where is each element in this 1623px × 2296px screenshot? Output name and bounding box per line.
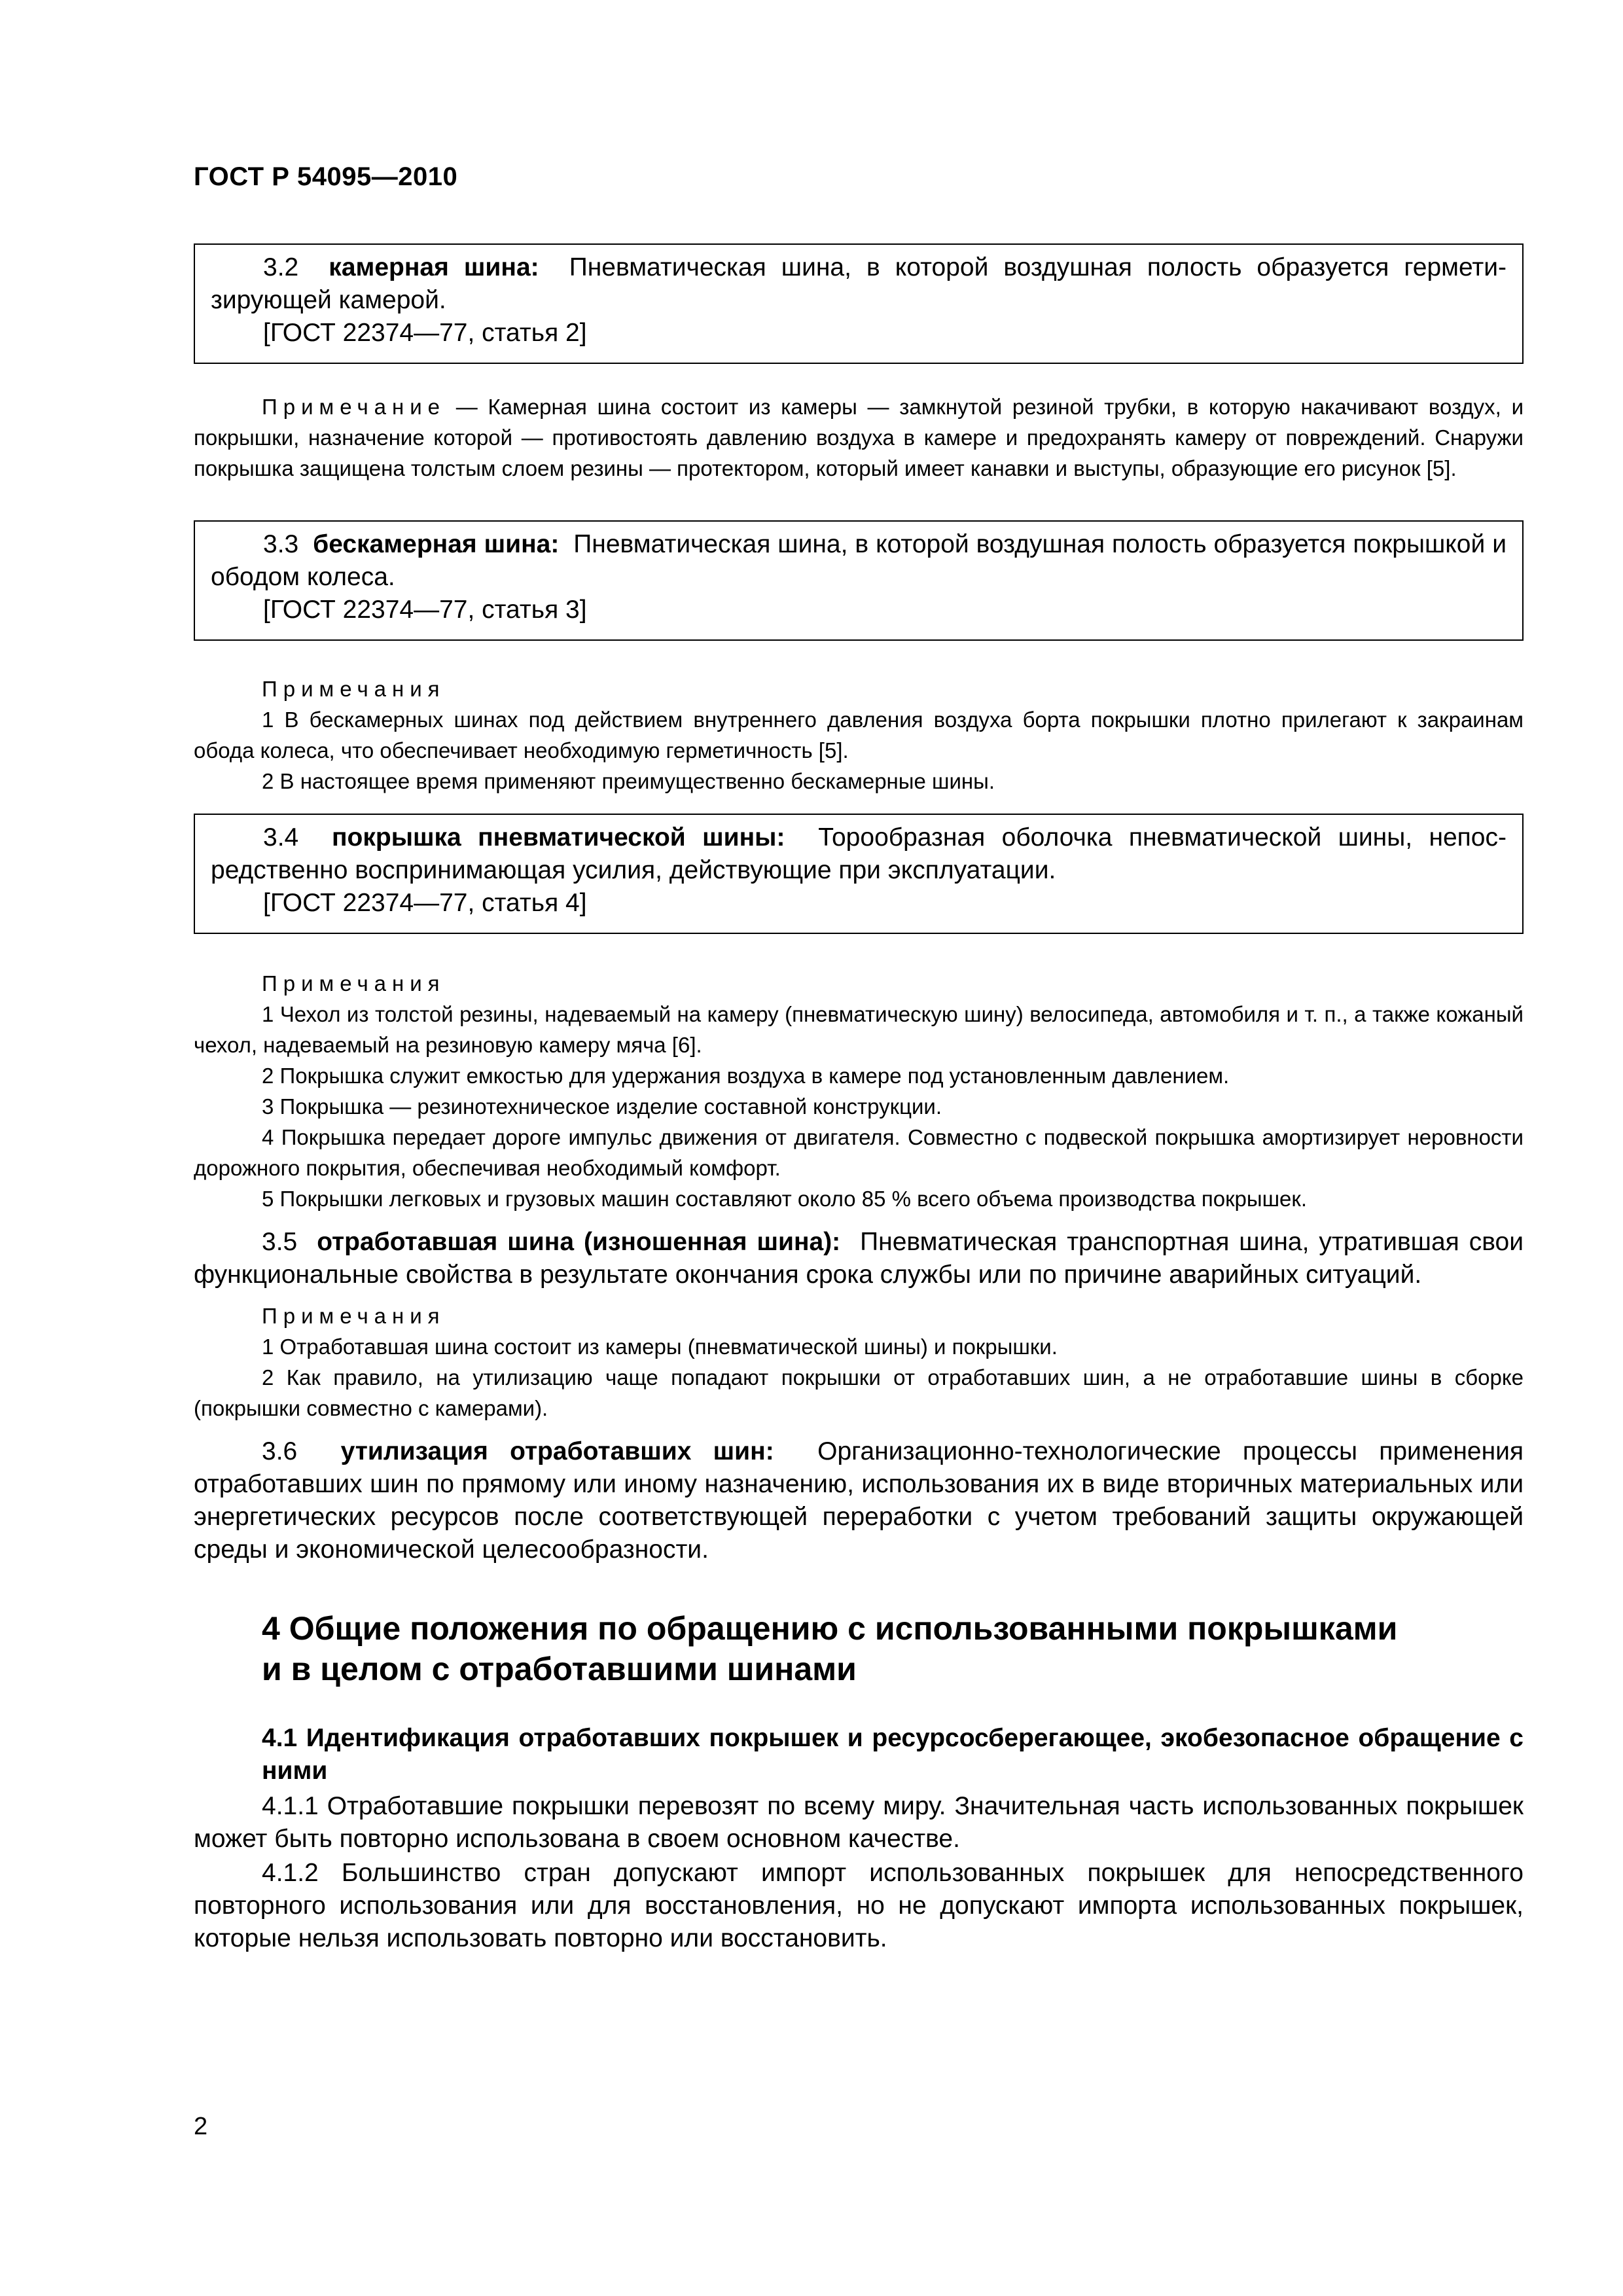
note-label: Примечание [262, 395, 446, 419]
term-definition-text: Пневматическая шина, в которой воздушная полость образуется покрышкой и ободом колеса. [211, 530, 1507, 591]
term-box-3-2 [194, 243, 1524, 364]
paragraph-4-1-1: 4.1.1 Отработавшие покрышки перевозят по всему миру. Значительная часть использованных покрышек может быть повторно использована в своем основном качестве. [194, 1792, 1524, 1853]
note-item: 1 Чехол из толстой резины, надеваемый на камеру (пневматическую шину) велосипеда, автомобиля и т. п., а также кожаный чехол, надеваемый на резиновую камеру мяча [6]. [194, 1002, 1524, 1057]
term-3-6 [194, 1435, 1524, 1566]
term-definition [211, 821, 1507, 887]
term-name: покрышка пневматической шины: [331, 823, 785, 852]
term-number: 3.6 [262, 1437, 298, 1465]
notes-heading: Примечания [262, 1304, 446, 1328]
page-number: 2 [194, 2113, 208, 2140]
note-item: 3 Покрышка — резинотехническое изделие составной конструкции. [262, 1094, 942, 1119]
term-definition-text: Торообразная оболочка пневматической шины, непосредственно воспринимающая усилия, действующие при эксплуатации. [211, 823, 1507, 884]
section-4-heading [194, 1608, 1524, 1689]
term-reference: [ГОСТ 22374—77, статья 2] [263, 319, 587, 347]
note-item: 5 Покрышки легковых и грузовых машин составляют около 85 % всего объема производства покрышек. [262, 1187, 1308, 1211]
term-name: утилизация отработавших шин: [340, 1437, 774, 1465]
term-number: 3.3 [263, 530, 299, 558]
term-name: бескамерная шина: [313, 530, 560, 558]
term-name: камерная шина: [329, 253, 539, 281]
term-definition-text: Пневматическая транспортная шина, утратившая свои функциональные свойства в результате окончания срока службы или по причине аварийных ситуаций. [194, 1228, 1524, 1289]
document-code: ГОСТ Р 54095—2010 [194, 162, 458, 191]
document-body [194, 243, 1524, 1955]
note-item: 1 Отработавшая шина состоит из камеры (пневматической шины) и покрышки. [262, 1335, 1058, 1359]
term-name: отработавшая шина (изношенная шина): [317, 1228, 841, 1256]
term-number: 3.2 [263, 253, 299, 281]
term-definition-text: Пневматическая шина, в которой воздушная полость образуется герметизирующей камерой. [211, 253, 1507, 314]
note-item: 2 Покрышка служит емкостью для удержания воздуха в камере под установленным давлением. [262, 1064, 1230, 1088]
note-item: 2 Как правило, на утилизацию чаще попадают покрышки от отработавших шин, а не отработавшие шины в сборке (покрышки совместно с камерами). [194, 1365, 1524, 1420]
paragraph-4-1-2: 4.1.2 Большинство стран допускают импорт использованных покрышек для непосредственного повторного использования или для восстановления, но не допускают импорта использованных покрышек, которые нельзя использовать повторно или восстановить. [194, 1859, 1524, 1952]
term-reference: [ГОСТ 22374—77, статья 3] [263, 596, 587, 624]
term-number: 3.4 [263, 823, 299, 852]
note-3-2: Примечание — Камерная шина состоит из камеры — замкнутой резиной трубки, в которую накачивают воздух, и покрышки, назначение которой — противостоять давлению воздуха в камере и предохранять камеру от повреждений. Снаружи покрышка защищена толстым слоем резины — протектором, который имеет канавки и выступы, образующие его рисунок [5]. [194, 395, 1524, 480]
term-box-3-4 [194, 814, 1524, 934]
note-item: 1 В бескамерных шинах под действием внутреннего давления воздуха борта покрышки плотно прилегают к закраинам обода колеса, что обеспечивает необходимую герметичность [5]. [194, 708, 1524, 762]
term-number: 3.5 [262, 1228, 298, 1256]
term-definition [211, 528, 1507, 594]
section-4-1-heading: 4.1 Идентификация отработавших покрышек и ресурсосберегающее, экобезопасное обращение с ними [262, 1724, 1524, 1785]
note-text: Камерная шина состоит из камеры — замкнутой резиной трубки, в которую накачивают воздух, и покрышки, назначение которой — противостоять давлению воздуха в камере и предохранять камеру от повреждений. Снаружи покрышка защищена толстым слоем резины — протектором, который имеет канавки и выступы, образующие его рисунок [5]. [194, 395, 1524, 480]
term-definition-text: Организационно-технологические процессы применения отработавших шин по прямому или иному назначению, использования их в виде вторичных материальных или энергетических ресурсов после соответствующей переработки с учетом требований защиты окружающей среды и экономической целесообразности. [194, 1437, 1524, 1564]
term-box-3-3 [194, 520, 1524, 641]
note-item: 4 Покрышка передает дороге импульс движения от двигателя. Совместно с подвеской покрышка амортизирует неровности дорожного покрытия, обеспечивая необходимый комфорт. [194, 1125, 1524, 1180]
term-3-5 [194, 1226, 1524, 1291]
section-4-title-line1: 4 Общие положения по обращению с использованными покрышками [262, 1610, 1398, 1647]
term-definition [211, 251, 1507, 317]
term-reference: [ГОСТ 22374—77, статья 4] [263, 889, 587, 917]
note-item: 2 В настоящее время применяют преимущественно бескамерные шины. [262, 769, 995, 793]
notes-heading: Примечания [262, 971, 446, 996]
section-4-title-line2: и в целом с отработавшими шинами [262, 1651, 857, 1687]
notes-heading: Примечания [262, 677, 446, 701]
